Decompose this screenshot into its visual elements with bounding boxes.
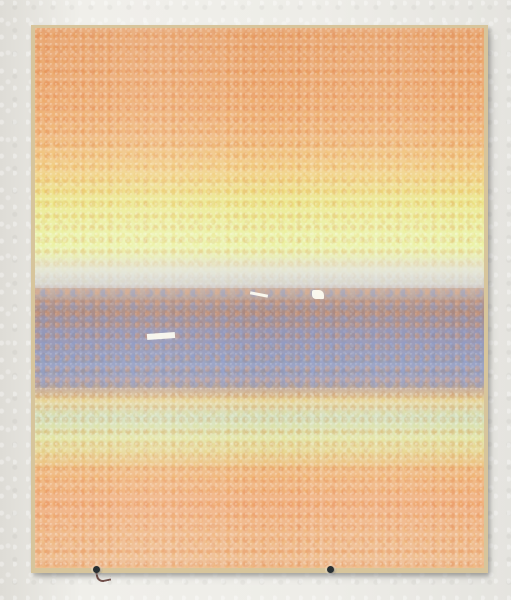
blue-gray-band [35, 288, 484, 388]
abstract-painting [35, 28, 484, 568]
right-wall-pin [327, 566, 334, 573]
left-wall-pin [93, 566, 100, 573]
white-paint-fleck [312, 290, 324, 299]
